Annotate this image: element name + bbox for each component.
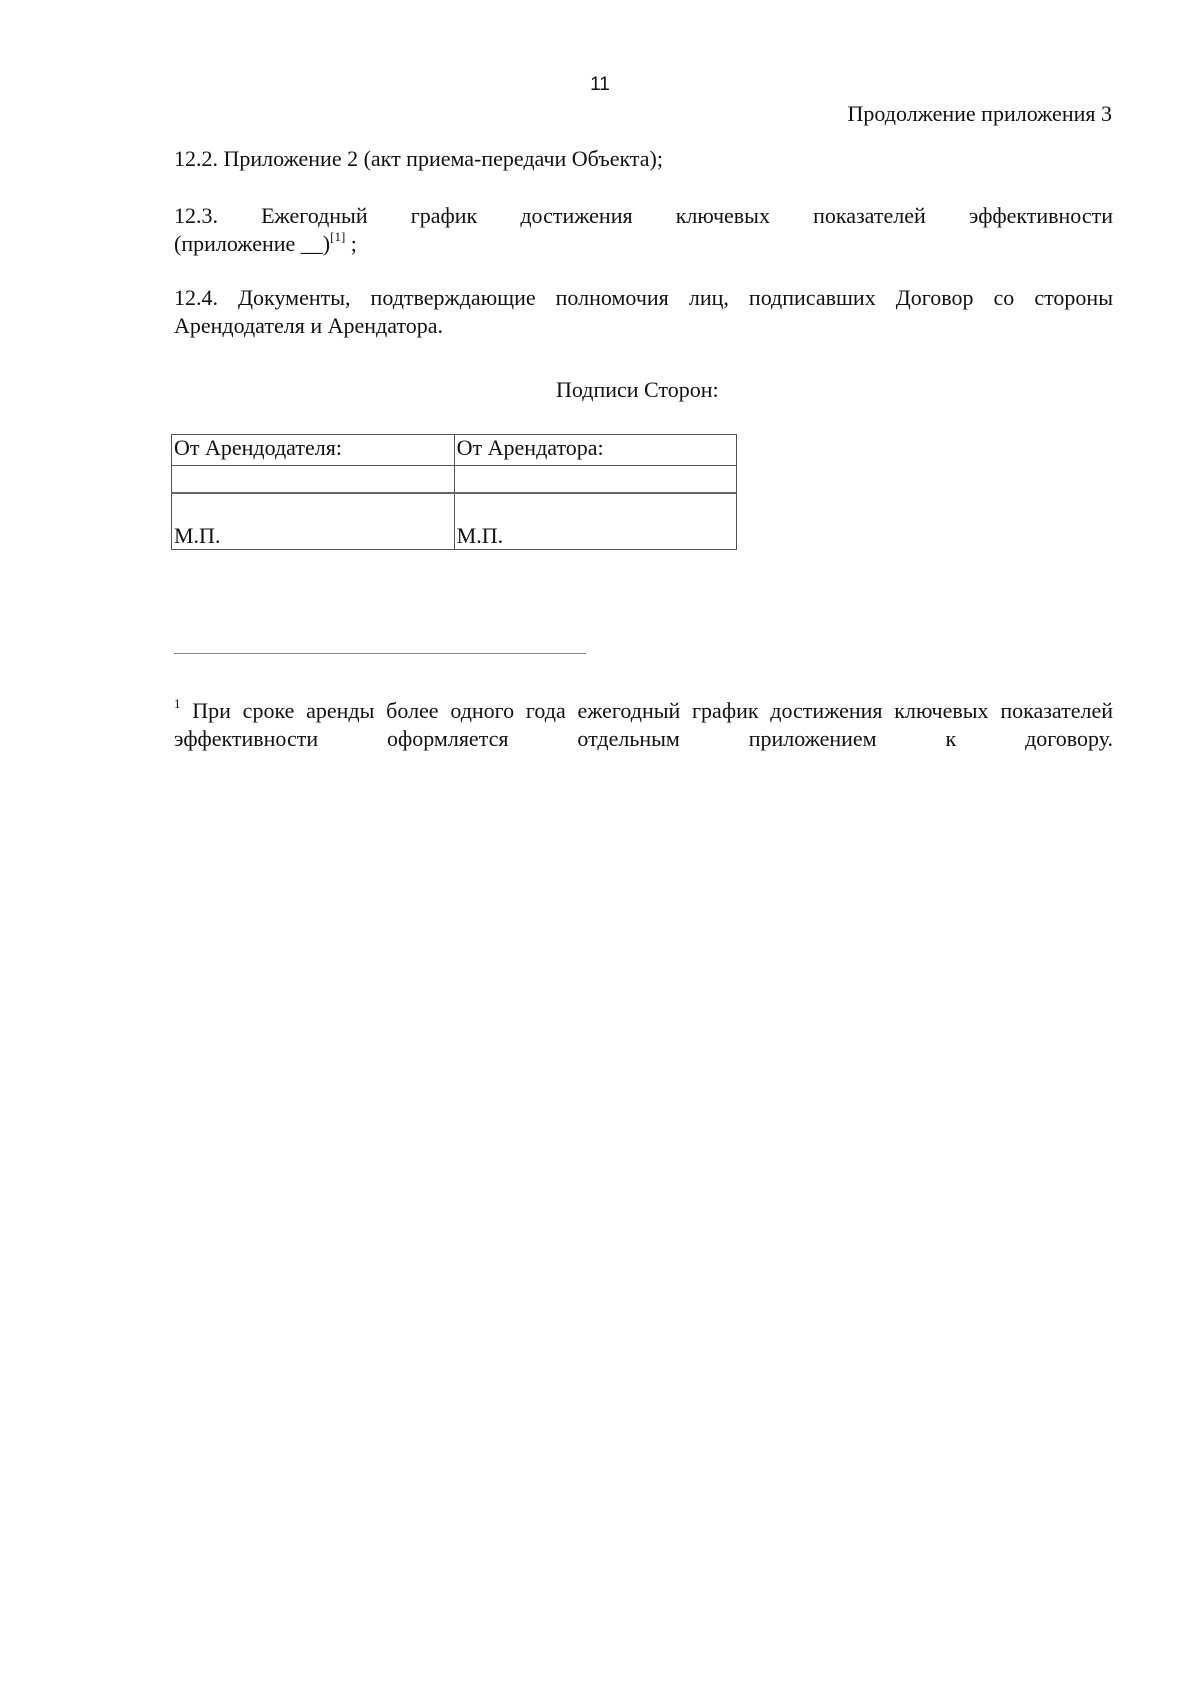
item-12-2-text: 12.2. Приложение 2 (акт приема-передачи Объекта);	[174, 146, 663, 171]
table-row	[172, 466, 737, 494]
lessor-name-cell	[172, 466, 455, 494]
item-12-2	[174, 145, 1113, 173]
footnote-separator	[174, 653, 586, 654]
lessee-name-cell	[454, 466, 736, 494]
item-12-3-tail: ;	[345, 231, 357, 256]
item-12-3-appendix-ref: (приложение __)	[174, 231, 331, 256]
item-12-4	[174, 284, 1113, 340]
lessee-label: От Арендатора:	[454, 435, 736, 466]
item-12-3-line2	[174, 231, 357, 256]
item-12-3	[174, 202, 1113, 258]
signatures-title: Подписи Сторон:	[556, 377, 719, 402]
lessee-stamp-cell: М.П.	[454, 493, 736, 550]
footnote-reference[interactable]: [1]	[330, 229, 346, 244]
item-12-4-line1: 12.4. Документы, подтверждающие полномочия лиц, подписавших Договор со стороны	[174, 285, 1113, 310]
appendix-continuation-header: Продолжение приложения 3	[847, 101, 1112, 126]
lessor-label: От Арендодателя:	[172, 435, 455, 466]
table-row	[172, 435, 737, 466]
lessor-stamp-cell: М.П.	[172, 493, 455, 550]
item-12-4-line2: Арендодателя и Арендатора.	[174, 313, 444, 338]
footnote	[174, 697, 1113, 753]
table-row	[172, 493, 737, 550]
footnote-body	[174, 697, 1113, 753]
footnote-text: При сроке аренды более одного года ежегодный график достижения ключевых показателей эффективности оформляется отдельным приложением к договору.	[174, 698, 1113, 751]
item-12-3-line1: 12.3. Ежегодный график достижения ключевых показателей эффективности	[174, 203, 1113, 228]
signatures-table	[171, 434, 737, 550]
footnote-marker: 1	[174, 696, 181, 711]
page-number: 11	[590, 74, 610, 95]
